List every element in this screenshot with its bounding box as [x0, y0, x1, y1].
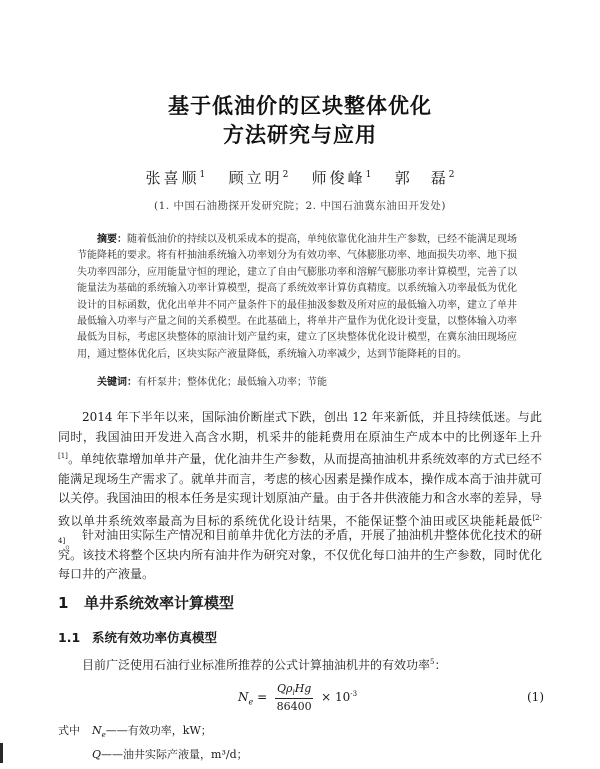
intro-paragraph-2: 针对油田实际生产情况和目前单井优化方法的矛盾，开展了抽油机井整体优化技术的研究。该技术将整个区块内所有油井作为研究对象，不仅优化每口油井的生产参数，同时优化每口井的产液量。: [58, 528, 542, 582]
affiliation: (1. 中国石油勘探开发研究院；2. 中国石油冀东油田开发处): [154, 200, 446, 212]
fraction-denominator: 86400: [276, 700, 312, 714]
author-3: 师俊峰$^1$: [311, 169, 372, 187]
formula-intro: 目前广泛使用石油行业标准所推荐的公式计算抽油机井的有效功率$^5$：: [82, 658, 447, 672]
section-title: 单井系统效率计算模型: [84, 594, 235, 612]
paper-title-line-1: 基于低油价的区块整体优化: [168, 94, 432, 118]
section-heading-1: [58, 592, 234, 613]
author-list: [0, 167, 600, 188]
paper-title-line-2: 方法研究与应用: [223, 123, 377, 147]
equation-lhs: $N_e$: [238, 690, 254, 707]
subsection-number: 1.1: [58, 630, 81, 645]
equation-multiplier: × $10^{-3}$: [321, 690, 358, 705]
scan-edge-mark: [0, 743, 3, 763]
symbol-definitions: [58, 721, 248, 769]
equation-fraction: [275, 682, 313, 713]
author-4: 郭 磊$^2$: [394, 169, 455, 187]
section-number: 1: [58, 594, 69, 612]
keywords: [77, 373, 517, 388]
equation-number: (1): [527, 690, 544, 704]
abstract: [77, 232, 517, 363]
equation-1: $N_e$ = $\frac{Q\rho_lHg}{86400}$ × $10^{-3}$: [238, 682, 358, 714]
citation: [2-4]: [58, 513, 542, 545]
abstract-label: 摘要：: [97, 234, 127, 245]
author-2: 顾立明$^2$: [228, 169, 289, 187]
intro-paragraph-1: 2014 年下半年以来，国际油价断崖式下跌，创出 12 年来新低，并且持续低迷。与此同时，我国油田开发进入高含水期，机采井的能耗费用在原油生产成本中的比例逐年上升[1]。单纯依靠增加单井产量，优化油井生产参数，从而提高抽油机井系统效率的方式已经不能满足现场生产需求了。就单井而言，考虑的核心因素是操作成本，操作成本高于油井就可以关停。我国油田的根本任务是实现计划原油产量。由于各井供液能力和含水率的差异，导致以单井系统效率最高为目标的系统优化设计结果，不能保证整个油田或区块能耗最低[2-4]。: [58, 410, 542, 551]
definition-row: Q——油井实际产液量，m³/d；: [92, 748, 248, 762]
citation: [1]: [58, 452, 68, 461]
abstract-text: 随着低油价的持续以及机采成本的提高，单纯依靠优化油井生产参数，已经不能满足现场节能降耗的要求。将有杆抽油系统输入功率划分为有效功率、气体膨胀功率、地面损失功率、地下损失功率四部分，应用能量守恒的理论，建立了自由气膨胀功率和溶解气膨胀功率计算模型，完善了以能量法为基础的系统输入功率计算模型，提高了系统效率计算仿真精度。以系统输入功率最低为优化设计的目标函数，优化出单井不同产量条件下的最佳抽汲参数及所对应的最低输入功率，建立了单井最低输入功率与产量之间的关系模型。在此基础上，将单井产量作为优化设计变量，以整体输入功率最低为目标，考虑区块整体的原油计划产量约束，建立了区块整体优化设计模型，在冀东油田现场应用，通过整体优化后，区块实际产液量降低，系统输入功率减少，达到节能降耗的目的。: [77, 234, 517, 360]
keywords-text: 有杆泵井；整体优化；最低输入功率；节能: [137, 377, 327, 388]
author-1: 张喜顺$^1$: [145, 169, 206, 187]
keywords-label: 关键词：: [97, 377, 137, 388]
subsection-title: 系统有效功率仿真模型: [92, 630, 218, 645]
definition-row: 式中 $N_e——$有效功率，kW；: [58, 724, 212, 740]
section-heading-1-1: [58, 628, 217, 646]
fraction-numerator: $Q\rho_lHg$: [276, 682, 312, 698]
citation: 5: [430, 658, 435, 666]
